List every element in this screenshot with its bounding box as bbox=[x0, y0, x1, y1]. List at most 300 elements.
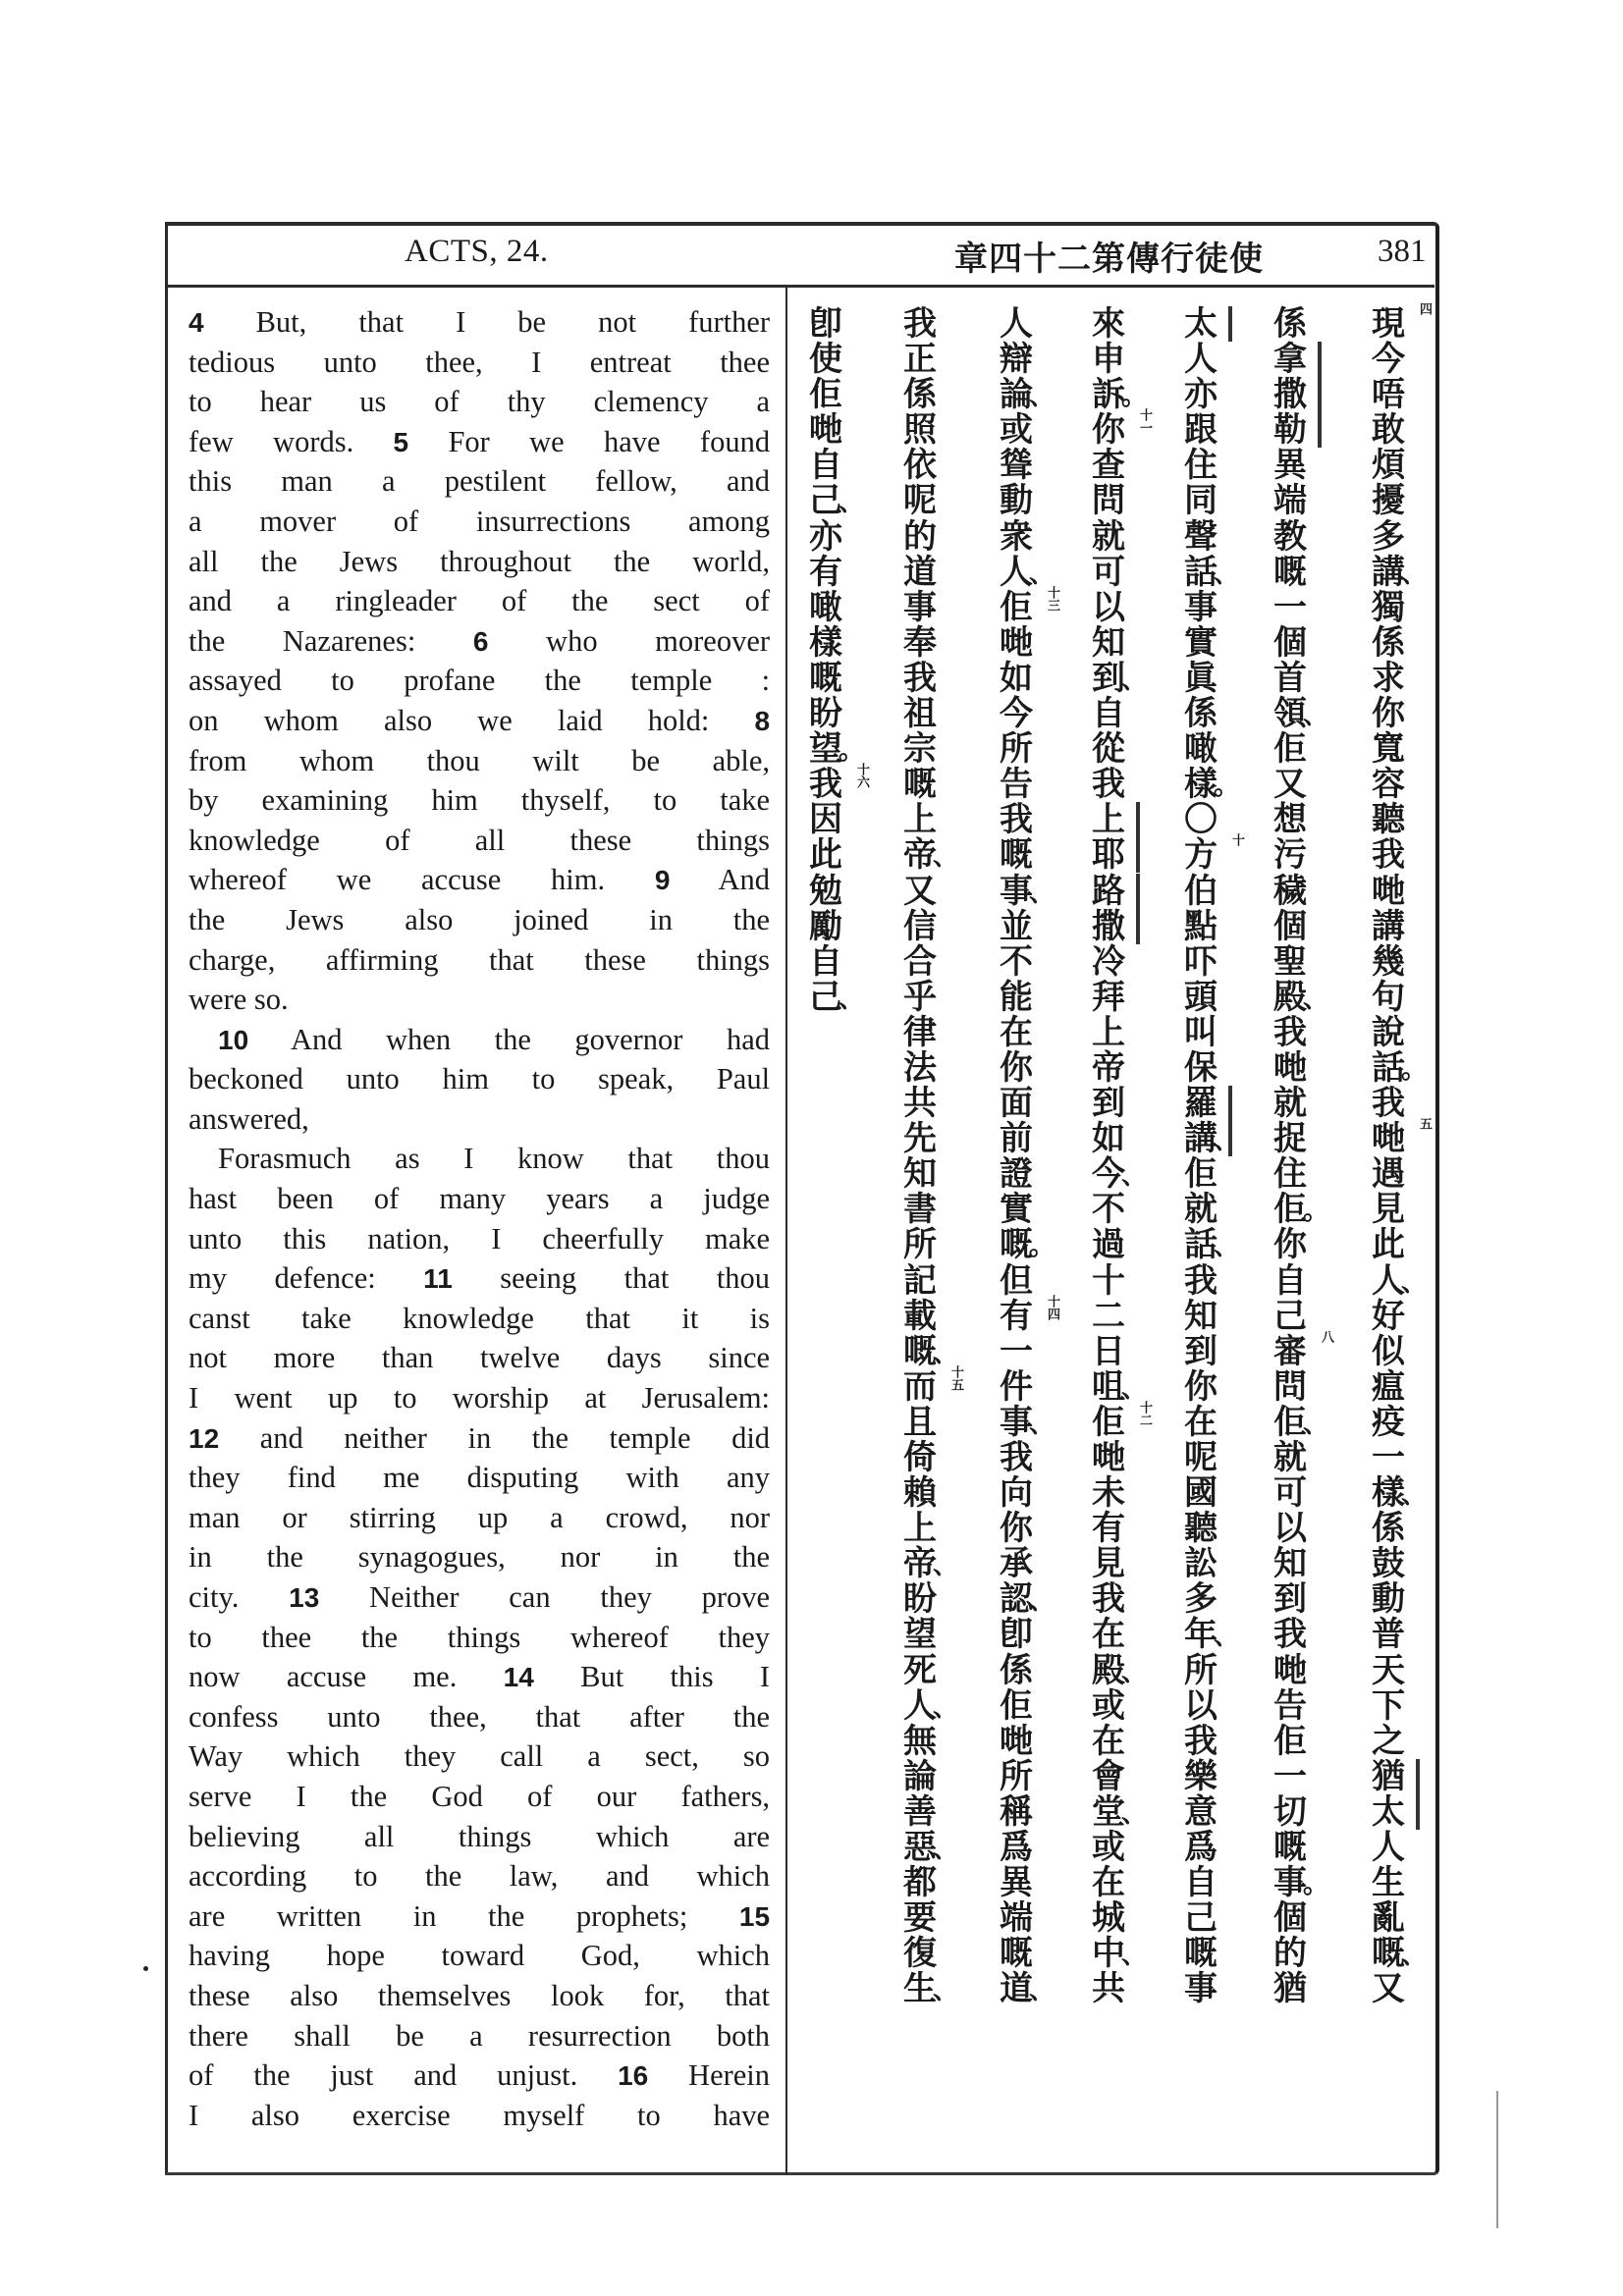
chinese-character: 異 bbox=[1000, 1863, 1033, 1903]
chinese-character: 撒 bbox=[1268, 377, 1313, 412]
chinese-character: 猶 bbox=[1366, 1759, 1411, 1794]
word: the bbox=[732, 1540, 770, 1575]
word: which bbox=[595, 1819, 670, 1853]
chinese-character: 嘅 。 bbox=[1000, 1225, 1055, 1265]
chinese-character: 我 bbox=[1372, 835, 1405, 876]
chinese-character: 講 bbox=[1372, 906, 1405, 946]
chinese-character: 呢 bbox=[1184, 1438, 1217, 1477]
word: of bbox=[501, 584, 527, 618]
word: both bbox=[716, 2018, 771, 2053]
chinese-character: 實 bbox=[1184, 622, 1217, 663]
punctuation-mark: 、 bbox=[1120, 1657, 1147, 1687]
chinese-character: 帝 、 bbox=[903, 1544, 958, 1584]
word: than bbox=[381, 1341, 434, 1375]
word: things bbox=[696, 942, 771, 977]
word: hast bbox=[189, 1182, 238, 1216]
proper-name-mark bbox=[1228, 1121, 1232, 1156]
chinese-character: 合 bbox=[903, 941, 937, 982]
english-line bbox=[189, 422, 770, 462]
chinese-character: 稱 bbox=[1000, 1791, 1033, 1832]
chinese-character: 咀 、 bbox=[1092, 1366, 1147, 1407]
chinese-character: 從 bbox=[1092, 729, 1125, 770]
chinese-character: 普 bbox=[1372, 1615, 1405, 1655]
chinese-character: 你 十一 bbox=[1092, 408, 1152, 451]
chinese-character: 敢 bbox=[1372, 410, 1405, 451]
chinese-character: 動 bbox=[1000, 481, 1033, 521]
scan-edge-line bbox=[1496, 2091, 1498, 2228]
punctuation-mark: 、 bbox=[932, 1692, 958, 1723]
word: be bbox=[517, 305, 547, 339]
word: of bbox=[385, 823, 410, 857]
english-line bbox=[189, 1458, 770, 1498]
chinese-character: 不 bbox=[1000, 941, 1033, 982]
word: clemency bbox=[593, 385, 709, 419]
chinese-character: 此 bbox=[809, 835, 842, 876]
chinese-column bbox=[897, 304, 963, 2009]
word: to bbox=[189, 1620, 212, 1654]
word: any bbox=[726, 1461, 770, 1495]
word: Jews bbox=[339, 544, 399, 578]
chinese-character: 嘅 bbox=[903, 765, 937, 805]
word: to bbox=[637, 2098, 661, 2132]
word: to bbox=[331, 664, 354, 698]
chinese-character: 哋 bbox=[1000, 1721, 1033, 1761]
english-line bbox=[189, 900, 770, 940]
english-line bbox=[189, 1777, 770, 1817]
chinese-character: 我 bbox=[1092, 765, 1125, 805]
word: look bbox=[550, 1978, 605, 2012]
punctuation-mark: 、 bbox=[1120, 665, 1147, 695]
word: things bbox=[458, 1819, 532, 1853]
english-line bbox=[189, 302, 770, 343]
english-line bbox=[189, 980, 770, 1020]
chinese-character: 國 bbox=[1184, 1473, 1217, 1514]
punctuation-mark: 、 bbox=[1400, 1267, 1427, 1298]
chinese-character: 告 bbox=[1273, 1685, 1307, 1726]
chinese-character: 記 bbox=[903, 1260, 937, 1301]
chinese-character: 遇 bbox=[1372, 1154, 1405, 1195]
word: judge bbox=[703, 1182, 771, 1216]
word: in bbox=[649, 902, 673, 936]
chinese-character: 因 bbox=[809, 800, 842, 840]
word: cheerfully bbox=[542, 1221, 664, 1255]
chinese-character: 似 bbox=[1372, 1331, 1405, 1371]
chinese-character: 穢 bbox=[1273, 871, 1307, 911]
chinese-character: 衆 bbox=[1000, 516, 1033, 557]
english-running-title: ACTS, 24. bbox=[405, 234, 549, 269]
word: answered, bbox=[189, 1101, 309, 1136]
chinese-character: 哋 五 bbox=[1372, 1117, 1432, 1159]
chinese-character: 我 bbox=[903, 304, 937, 344]
proper-name-mark bbox=[1318, 342, 1322, 377]
chinese-character: 爲 bbox=[1184, 1828, 1217, 1868]
word: this bbox=[670, 1660, 714, 1694]
word: to bbox=[653, 783, 677, 818]
chinese-character: 眞 bbox=[1184, 658, 1217, 698]
word: thyself, bbox=[520, 783, 611, 818]
chinese-character: 自 bbox=[809, 941, 842, 982]
verse-number: 9 bbox=[654, 865, 671, 896]
punctuation-mark: 。 bbox=[1302, 1870, 1328, 1900]
chinese-character: 就 bbox=[1092, 516, 1125, 557]
chinese-character: 就 bbox=[1273, 1438, 1307, 1477]
chinese-character: 有 十四 bbox=[1000, 1294, 1059, 1336]
word: I bbox=[189, 2098, 199, 2132]
chinese-character: 佢 。 bbox=[1273, 1190, 1328, 1230]
punctuation-mark: 。 bbox=[838, 736, 864, 767]
proper-name-mark bbox=[1136, 802, 1140, 837]
english-line bbox=[189, 1059, 770, 1099]
chinese-character: 樣 。 bbox=[1184, 765, 1239, 805]
word: these bbox=[189, 1978, 250, 2012]
word: to bbox=[531, 1062, 556, 1096]
word: sect, bbox=[644, 1739, 699, 1774]
chinese-character: 我 bbox=[1372, 1084, 1405, 1124]
chinese-character: 係 bbox=[1372, 1509, 1405, 1549]
word: according bbox=[189, 1859, 307, 1894]
word: assayed bbox=[189, 664, 282, 698]
word: that bbox=[627, 1142, 674, 1176]
chinese-character: 殿 、 bbox=[1273, 977, 1328, 1017]
word: that bbox=[489, 942, 534, 977]
word: things bbox=[447, 1620, 521, 1654]
stray-ink-dot bbox=[143, 1966, 148, 1971]
chinese-character: 以 bbox=[1184, 1685, 1217, 1726]
english-line bbox=[189, 1817, 770, 1857]
chinese-character: 以 bbox=[1273, 1509, 1307, 1549]
chinese-character: 人 、 bbox=[1000, 552, 1055, 592]
chinese-character: 查 bbox=[1092, 446, 1125, 486]
word: things bbox=[696, 823, 770, 857]
word: Jews bbox=[286, 902, 345, 936]
chinese-character: 都 bbox=[903, 1863, 937, 1903]
chinese-character: 呢 bbox=[903, 481, 937, 521]
chinese-character: 勉 bbox=[809, 871, 842, 911]
chinese-character: 問 bbox=[1273, 1366, 1307, 1407]
word: to bbox=[353, 1859, 378, 1894]
proper-name-mark bbox=[1228, 1086, 1232, 1121]
word: they bbox=[718, 1620, 771, 1654]
chinese-character: 奉 bbox=[903, 622, 937, 663]
english-line bbox=[189, 1299, 770, 1339]
chinese-character: 佢 bbox=[1184, 1154, 1217, 1195]
word: also bbox=[405, 902, 454, 936]
word: canst bbox=[189, 1301, 250, 1335]
word: myself bbox=[503, 2098, 585, 2132]
punctuation-mark: 、 bbox=[1028, 559, 1055, 589]
chinese-character: 我 bbox=[1273, 1615, 1307, 1655]
word: joined bbox=[514, 902, 589, 936]
word: the bbox=[424, 1859, 462, 1894]
word: the bbox=[571, 584, 609, 618]
word: Way bbox=[189, 1739, 243, 1774]
chinese-character: 嘅 bbox=[1184, 1934, 1217, 1974]
chinese-character: 要 bbox=[903, 1898, 937, 1939]
proper-name-mark bbox=[1228, 306, 1232, 342]
word: insurrections bbox=[475, 504, 631, 538]
chinese-character: 撒 bbox=[1086, 909, 1131, 944]
word: we bbox=[477, 703, 513, 737]
chinese-character: 方 十 bbox=[1184, 833, 1244, 876]
word: have bbox=[604, 424, 661, 458]
chinese-character: 訟 bbox=[1184, 1544, 1217, 1584]
punctuation-mark: 、 bbox=[932, 1551, 958, 1581]
chinese-character: 知 bbox=[903, 1154, 937, 1195]
chinese-character: 事 、 bbox=[1000, 1402, 1055, 1442]
word: thy bbox=[507, 385, 546, 419]
verse-number: 4 bbox=[189, 307, 204, 338]
chinese-character: 嘅 bbox=[1273, 1828, 1307, 1868]
chinese-character: 端 bbox=[1273, 481, 1307, 521]
chinese-character: 噉 bbox=[809, 587, 842, 627]
english-line bbox=[189, 1537, 770, 1577]
chinese-character: 哋 bbox=[1000, 622, 1033, 663]
english-line bbox=[189, 1697, 770, 1737]
chinese-character: 之 bbox=[1372, 1721, 1405, 1761]
chinese-character: 話 。 bbox=[1372, 1047, 1427, 1088]
english-line bbox=[189, 1219, 770, 1259]
chinese-character: 使 bbox=[809, 340, 842, 380]
word: when bbox=[386, 1022, 452, 1056]
word: And bbox=[718, 863, 771, 897]
word: Herein bbox=[688, 2058, 771, 2093]
word: also bbox=[290, 1978, 339, 2012]
chinese-character: 過 bbox=[1092, 1225, 1125, 1265]
chinese-character: 嘅 、 bbox=[1372, 1934, 1427, 1974]
chinese-character: 我 bbox=[1184, 1260, 1217, 1301]
verse-number-marker: 十五 bbox=[948, 1364, 963, 1391]
chinese-character: 望 bbox=[903, 1615, 937, 1655]
english-line bbox=[189, 1618, 770, 1658]
punctuation-mark: 、 bbox=[1028, 1976, 1055, 2006]
verse-number: 14 bbox=[503, 1662, 534, 1693]
chinese-character: 知 bbox=[1092, 622, 1125, 663]
chinese-character: 係 bbox=[1372, 622, 1405, 663]
chinese-character: 嘅 bbox=[1000, 1934, 1033, 1974]
word: disputing bbox=[466, 1461, 579, 1495]
chinese-character: 跟 bbox=[1184, 410, 1217, 451]
word: throughout bbox=[440, 544, 571, 578]
chinese-character: 帝 、 bbox=[903, 835, 958, 876]
chinese-character: 我 bbox=[903, 658, 937, 698]
english-line bbox=[189, 1179, 770, 1219]
chinese-character: 哋 bbox=[1372, 871, 1405, 911]
chinese-character: 亦 bbox=[809, 516, 842, 557]
word: as bbox=[395, 1142, 420, 1176]
chinese-character: 訴 。 bbox=[1092, 375, 1147, 415]
chinese-character: 你 bbox=[1273, 1225, 1307, 1265]
punctuation-mark: 、 bbox=[838, 488, 864, 518]
word: confess bbox=[189, 1699, 279, 1734]
word: the bbox=[732, 902, 771, 936]
chinese-character: 想 bbox=[1273, 800, 1307, 840]
word: the bbox=[266, 1540, 303, 1575]
chinese-character: 教 bbox=[1273, 516, 1307, 557]
header-rule bbox=[168, 285, 1434, 288]
word: I bbox=[296, 1779, 306, 1813]
english-line bbox=[189, 382, 770, 422]
chinese-character: 先 bbox=[903, 1119, 937, 1159]
word: unto bbox=[323, 345, 377, 379]
punctuation-mark: 。 bbox=[1302, 1197, 1328, 1227]
chinese-character: 你 bbox=[1000, 1047, 1033, 1088]
chinese-character: 如 bbox=[1092, 1119, 1125, 1159]
word: also bbox=[383, 703, 433, 737]
word: I bbox=[463, 1142, 474, 1176]
chinese-character: 我 bbox=[1000, 800, 1033, 840]
word: been bbox=[277, 1182, 334, 1216]
word: there bbox=[189, 2018, 248, 2053]
punctuation-mark: 、 bbox=[1213, 1232, 1239, 1262]
chinese-character: 叫 bbox=[1184, 1012, 1217, 1052]
chinese-character: 以 bbox=[1092, 587, 1125, 627]
word: make bbox=[704, 1221, 771, 1255]
chinese-character: 可 bbox=[1273, 1473, 1307, 1514]
chinese-character: 的 bbox=[903, 516, 937, 557]
word: unto bbox=[189, 1221, 243, 1255]
word: and bbox=[259, 1420, 303, 1455]
word: are bbox=[732, 1819, 771, 1853]
word: days bbox=[606, 1341, 662, 1375]
word: just bbox=[330, 2058, 374, 2093]
verse-number: 15 bbox=[738, 1900, 771, 1932]
word: affirming bbox=[325, 942, 439, 977]
proper-name-mark bbox=[1136, 874, 1140, 909]
word: be bbox=[631, 743, 661, 777]
word: the bbox=[494, 1022, 531, 1056]
chinese-character: 並 bbox=[1000, 906, 1033, 946]
chinese-character: 我 bbox=[1000, 1438, 1033, 1477]
word: him bbox=[431, 783, 478, 818]
word: had bbox=[726, 1022, 771, 1056]
word: thee bbox=[261, 1620, 312, 1654]
word: all bbox=[189, 544, 219, 578]
word: we bbox=[529, 424, 565, 458]
word: neither bbox=[344, 1420, 427, 1455]
english-line bbox=[189, 940, 770, 981]
chinese-character: 冷 bbox=[1092, 941, 1125, 982]
verse-number: 11 bbox=[423, 1263, 453, 1295]
chinese-character: 生 bbox=[1372, 1863, 1405, 1903]
word: found bbox=[699, 424, 771, 458]
word: know bbox=[517, 1142, 584, 1176]
word: and bbox=[189, 584, 233, 618]
word: stirring bbox=[349, 1500, 436, 1534]
chinese-character: 己 、 bbox=[809, 481, 864, 521]
verse-number: 6 bbox=[472, 625, 489, 657]
chinese-character: 載 bbox=[903, 1296, 937, 1336]
chinese-character: 現 四 bbox=[1372, 302, 1432, 344]
word: take bbox=[720, 783, 771, 818]
word: I bbox=[189, 1381, 199, 1415]
word: a bbox=[469, 2018, 483, 2053]
chinese-character: 哋 bbox=[1273, 1047, 1307, 1088]
chinese-character: 疫 bbox=[1372, 1402, 1405, 1442]
word: man bbox=[281, 464, 333, 499]
english-line bbox=[189, 1418, 770, 1459]
chinese-character: 耶 bbox=[1086, 837, 1131, 873]
word: Forasmuch bbox=[218, 1142, 352, 1176]
word: whom bbox=[263, 703, 339, 737]
word: in bbox=[412, 1898, 437, 1933]
verse-number-marker: 八 bbox=[1319, 1329, 1333, 1343]
word: the bbox=[360, 1620, 399, 1654]
punctuation-mark: 、 bbox=[1400, 559, 1427, 589]
word: be bbox=[396, 2018, 424, 2053]
chinese-character: 嘅 bbox=[1000, 835, 1033, 876]
verse-number: 5 bbox=[393, 426, 409, 457]
chinese-character: 認 、 bbox=[1000, 1579, 1055, 1620]
word: whereof bbox=[189, 863, 287, 897]
chinese-character: 見 bbox=[1092, 1544, 1125, 1584]
chinese-character: 自 bbox=[809, 446, 842, 486]
word: mover bbox=[259, 504, 337, 538]
chinese-character: 到 bbox=[1092, 1084, 1125, 1124]
chinese-character: 事 bbox=[903, 587, 937, 627]
chinese-character: 可 bbox=[1092, 552, 1125, 592]
punctuation-mark: 、 bbox=[1213, 559, 1239, 589]
punctuation-mark: 、 bbox=[932, 1976, 958, 2006]
word: a bbox=[587, 1739, 601, 1774]
chinese-character: 辯 bbox=[1000, 340, 1033, 380]
chinese-character: 你 bbox=[1372, 694, 1405, 734]
chinese-character: 或 bbox=[1092, 1828, 1125, 1868]
word: that bbox=[623, 1261, 670, 1296]
chinese-character: 自 bbox=[1273, 1260, 1307, 1301]
chinese-character: 城 bbox=[1092, 1898, 1125, 1939]
word: further bbox=[688, 305, 771, 339]
word: city. bbox=[189, 1580, 240, 1614]
chinese-character: 伯 bbox=[1184, 871, 1217, 911]
punctuation-mark: 、 bbox=[1120, 1798, 1147, 1829]
chinese-character: 佢 十三 bbox=[1000, 585, 1059, 627]
word: hear bbox=[259, 385, 312, 419]
word: hold: bbox=[647, 703, 710, 737]
english-line bbox=[189, 2016, 770, 2056]
chinese-character: 上 bbox=[903, 800, 937, 840]
chinese-character: 寬 bbox=[1372, 729, 1405, 770]
chinese-character: 你 bbox=[1184, 1366, 1217, 1407]
chinese-character: 十 bbox=[1092, 1260, 1125, 1301]
chinese-character: 在 bbox=[1092, 1615, 1125, 1655]
chinese-character: 嘅 、 bbox=[903, 1331, 958, 1371]
word: And bbox=[290, 1022, 343, 1056]
chinese-character: 你 bbox=[1000, 1509, 1033, 1549]
verse-number: 12 bbox=[189, 1422, 220, 1454]
chinese-character: 嘅 bbox=[1273, 552, 1307, 592]
word: man bbox=[189, 1500, 241, 1534]
word: at bbox=[584, 1381, 607, 1415]
word: shall bbox=[294, 2018, 351, 2053]
chinese-character: 好 bbox=[1372, 1296, 1405, 1336]
word: of bbox=[189, 2058, 214, 2093]
chinese-character: 係 bbox=[1273, 304, 1307, 344]
chinese-character: 污 bbox=[1273, 835, 1307, 876]
english-line bbox=[189, 461, 770, 502]
word: accuse bbox=[421, 863, 502, 897]
word: or bbox=[282, 1500, 307, 1534]
word: among bbox=[688, 504, 771, 538]
chinese-character: 佢 bbox=[809, 375, 842, 415]
chinese-character: 捉 bbox=[1273, 1119, 1307, 1159]
word: the bbox=[253, 2058, 291, 2093]
chinese-character: 己 bbox=[1184, 1898, 1217, 1939]
chinese-character: 且 bbox=[903, 1402, 937, 1442]
chinese-character: 話 、 bbox=[1184, 1225, 1239, 1265]
chinese-character: 係 bbox=[1000, 1650, 1033, 1690]
english-line bbox=[189, 1896, 770, 1937]
chinese-character: 又 bbox=[903, 871, 937, 911]
